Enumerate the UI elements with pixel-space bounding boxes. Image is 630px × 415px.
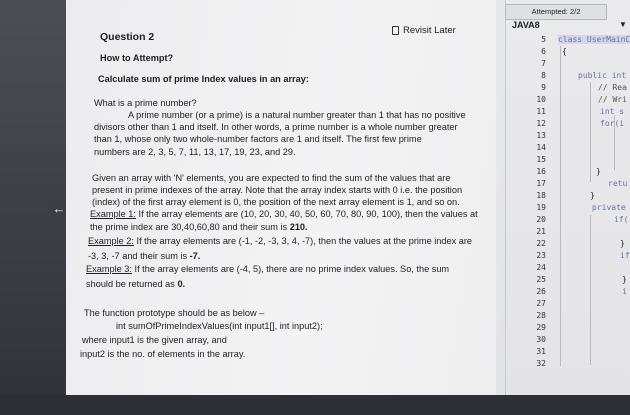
language-select[interactable]: JAVA8 xyxy=(512,20,540,30)
para1-line2: divisors other than 1 and itself. In other words, a prime number is a whole number greater xyxy=(94,122,458,132)
line-number: 32 xyxy=(536,359,546,368)
code-line: retu xyxy=(608,179,628,188)
indent-guide xyxy=(590,82,591,182)
code-line: public int xyxy=(578,71,627,80)
example3-return: 0. xyxy=(177,279,186,289)
task-title: Calculate sum of prime Index values in an array: xyxy=(98,74,309,84)
what-is-prime: What is a prime number? xyxy=(94,98,197,108)
prototype-input2: input2 is the no. of elements in the array. xyxy=(80,349,246,359)
example2-line1 xyxy=(88,235,472,248)
revisit-later-button[interactable] xyxy=(392,25,456,36)
question-title: Question 2 xyxy=(100,31,155,43)
example1-text: If the array elements are (10, 20, 30, 40, 50, 60, 70, 80, 90, 100), then the values at xyxy=(135,209,478,219)
prototype-signature: int sumOfPrimeIndexValues(int input1[], int input2); xyxy=(116,321,323,331)
code-line: // Wri xyxy=(598,95,627,104)
line-number: 20 xyxy=(536,215,546,224)
code-line: int s xyxy=(600,107,625,116)
para1-line1: A prime number (or a prime) is a natural number greater than 1 that has no positive xyxy=(128,110,466,120)
attempted-counter: Attempted: 2/2 xyxy=(505,4,607,20)
line-number: 24 xyxy=(536,263,546,272)
para1-line3: than 1, whose only two whole-number factors are 1 and itself. The first few prime xyxy=(94,134,422,144)
para1-line4: numbers are 2, 3, 5, 7, 11, 13, 17, 19, 23, and 29. xyxy=(94,147,296,157)
code-line: } xyxy=(590,191,595,200)
chevron-down-icon[interactable]: ▼ xyxy=(619,20,627,29)
line-number: 7 xyxy=(541,59,546,68)
example2-label: Example 2: xyxy=(88,236,134,246)
example1-line1 xyxy=(90,208,478,221)
code-line: i xyxy=(622,287,627,296)
example3-line2-text: should be returned as xyxy=(86,279,178,289)
line-number: 21 xyxy=(536,227,546,236)
code-line: if xyxy=(620,251,630,260)
line-number: 5 xyxy=(541,35,546,44)
indent-guide xyxy=(560,46,561,366)
line-number: 23 xyxy=(536,251,546,260)
line-number: 27 xyxy=(536,299,546,308)
line-number: 30 xyxy=(536,335,546,344)
line-number: 13 xyxy=(536,131,546,140)
back-arrow-icon[interactable]: ← xyxy=(48,200,70,218)
line-number: 16 xyxy=(536,167,546,176)
example3-line2 xyxy=(86,278,185,291)
example2-text: If the array elements are (-1, -2, -3, 3, 4, -7), then the values at the prime index are xyxy=(133,236,473,246)
line-number: 29 xyxy=(536,323,546,332)
prototype-input1: where input1 is the given array, and xyxy=(82,335,227,345)
line-number: 14 xyxy=(536,143,546,152)
code-line: { xyxy=(562,47,567,56)
example1-line2 xyxy=(90,221,308,234)
para2-line1: Given an array with 'N' elements, you are expected to find the sum of the values that are xyxy=(92,173,451,183)
code-line: } xyxy=(596,167,601,176)
line-number: 28 xyxy=(536,311,546,320)
example1-sum: 210. xyxy=(289,222,308,232)
example3-text: If the array elements are (-4, 5), there are no prime index values. So, the sum xyxy=(131,264,450,274)
line-number: 10 xyxy=(536,95,546,104)
line-number: 6 xyxy=(541,47,546,56)
line-number: 26 xyxy=(536,287,546,296)
example2-sum: -7. xyxy=(189,251,201,261)
how-to-attempt: How to Attempt? xyxy=(100,53,174,63)
line-number: 11 xyxy=(536,107,546,116)
code-line: class UserMainC xyxy=(558,35,630,44)
example3-label: Example 3: xyxy=(86,264,132,274)
example2-line2-text: -3, 3, -7 and their sum is xyxy=(88,251,190,261)
line-number: 19 xyxy=(536,203,546,212)
bookmark-icon xyxy=(392,26,399,35)
code-line: } xyxy=(622,275,627,284)
line-number: 9 xyxy=(541,83,546,92)
para2-line2: present in prime indexes of the array. Note that the array index starts with 0 i.e. the position xyxy=(92,185,463,195)
line-number: 15 xyxy=(536,155,546,164)
revisit-label: Revisit Later xyxy=(403,25,456,36)
para2-line3: (index) of the first array element is 0, the position of the next array element is 1, and so on. xyxy=(92,197,460,207)
code-line: for(i xyxy=(600,119,625,128)
example1-label: Example 1: xyxy=(90,209,136,219)
prototype-intro: The function prototype should be as below – xyxy=(84,308,265,318)
line-number: 18 xyxy=(536,191,546,200)
code-line: private xyxy=(592,203,626,212)
code-line: if( xyxy=(614,215,629,224)
line-number: 12 xyxy=(536,119,546,128)
code-line: } xyxy=(620,239,625,248)
example1-line2-text: the prime index are 30,40,60,80 and their sum is xyxy=(90,222,290,232)
indent-guide xyxy=(590,215,591,365)
line-number: 17 xyxy=(536,179,546,188)
line-number: 8 xyxy=(541,71,546,80)
example3-line1 xyxy=(86,263,449,276)
line-number: 25 xyxy=(536,275,546,284)
code-line: // Rea xyxy=(598,83,627,92)
line-number: 31 xyxy=(536,347,546,356)
line-number: 22 xyxy=(536,239,546,248)
example2-line2 xyxy=(88,250,200,263)
screen-bezel xyxy=(0,395,630,415)
